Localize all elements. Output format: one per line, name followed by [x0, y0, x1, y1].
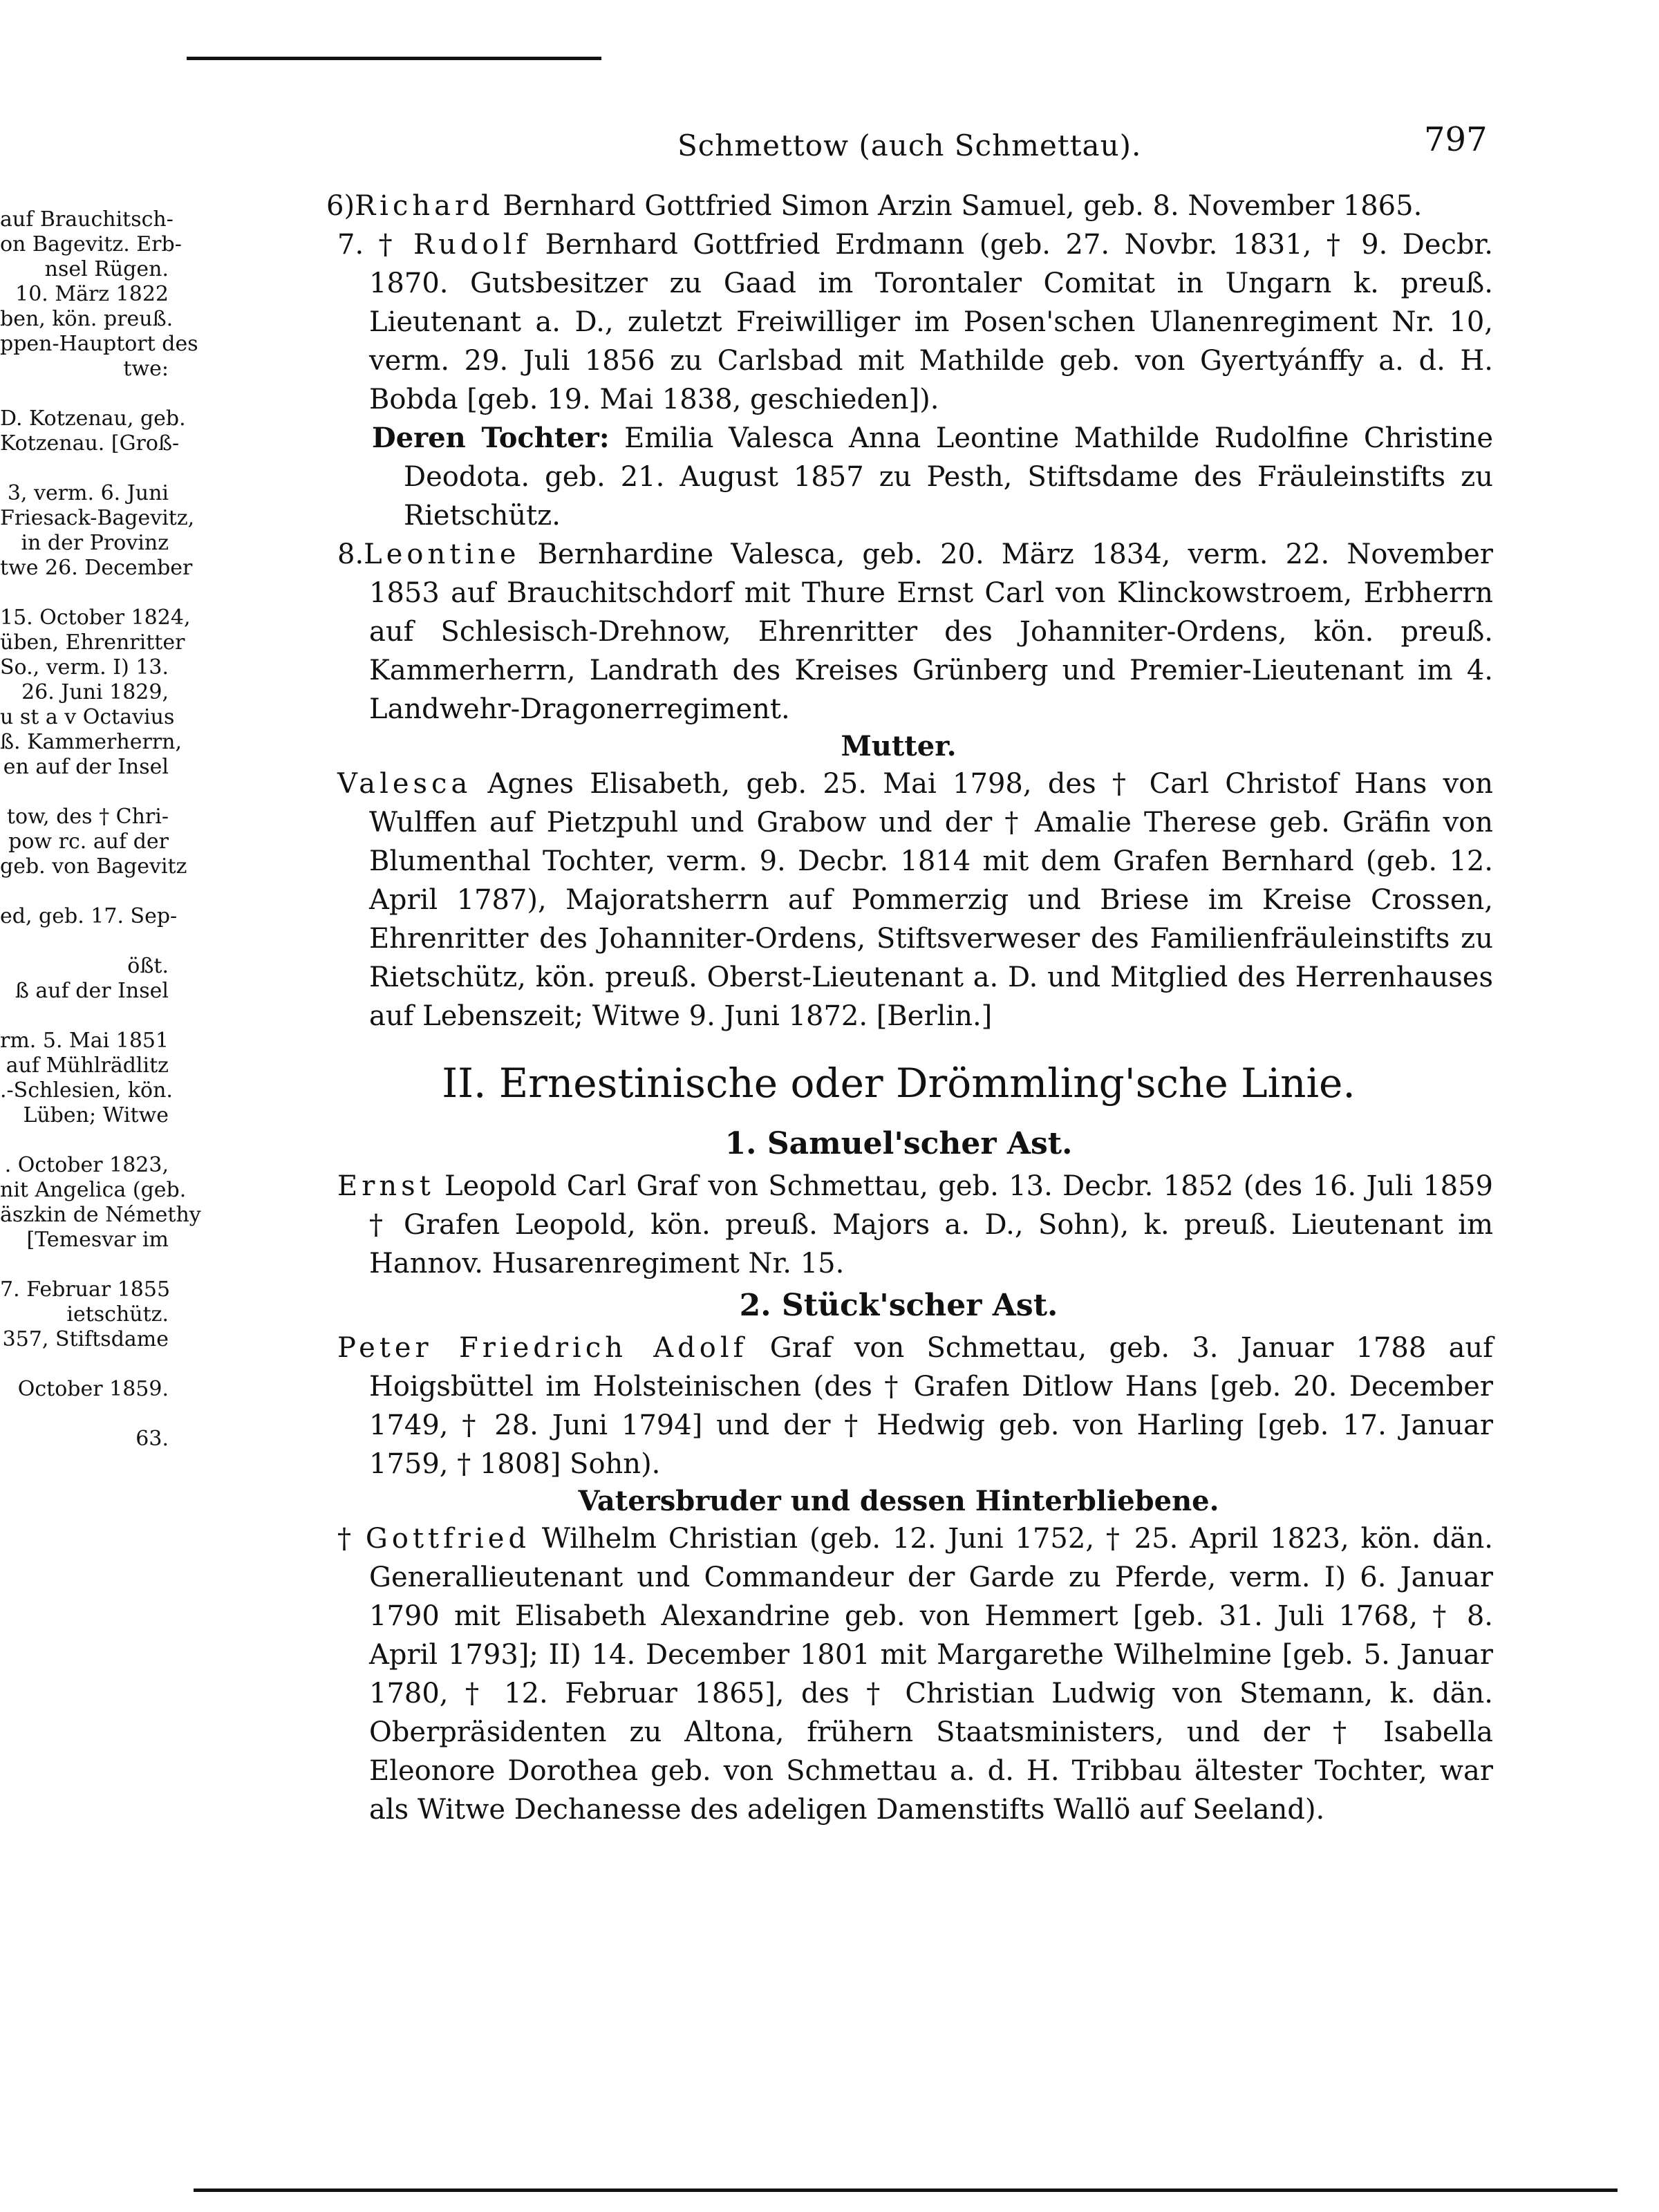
- page-number: 797: [1424, 120, 1488, 159]
- margin-line: [0, 879, 173, 904]
- margin-line: ß. Kammerherrn,: [0, 730, 182, 754]
- uncle-entry: [304, 1519, 1493, 1829]
- margin-line: äszkin de Némethy: [0, 1203, 201, 1227]
- genealogy-entry: [304, 535, 1493, 729]
- margin-line: So., verm. I) 13.: [0, 655, 169, 679]
- margin-line: auf Brauchitsch-: [0, 207, 174, 232]
- entry-name: Valesca: [337, 768, 472, 800]
- margin-line: [0, 1253, 173, 1277]
- margin-line: [0, 456, 173, 481]
- entry-name: Gottfried: [365, 1523, 531, 1555]
- margin-line: nit Angelica (geb.: [0, 1178, 187, 1202]
- entry-marker: 7. †: [337, 229, 399, 261]
- entry-text: Agnes Elisabeth, geb. 25. Mai 1798, des † Carl Christof Hans von Wulffen auf Pietzpuhl und Grabow und der † Amalie Therese geb. Gräfin von Blumenthal Tochter, verm. 9. Decbr. 1814 mit dem Grafen Bernhard (geb. 12. April 1787), Majoratsherrn auf Pommerzig und Briese im Kreise Crossen, Ehrenritter des Johanniter-Ordens, Stiftsverweser des Familienfräuleinstifts zu Rietschütz, kön. preuß. Oberst-Lieutenant a. D. und Mitglied des Herrenhauses auf Lebenszeit; Witwe 9. Juni 1872. [Berlin.]: [369, 768, 1493, 1032]
- margin-line: en auf der Insel: [3, 755, 169, 779]
- entry-text: Bernhard Gottfried Erdmann (geb. 27. Novbr. 1831, † 9. Decbr. 1870. Gutsbesitzer zu Gaad im Torontaler Comitat in Ungarn k. preuß. Lieutenant a. D., zuletzt Freiwilliger im Posen'schen Ulanenregiment Nr. 10, verm. 29. Juli 1856 zu Carlsbad mit Mathilde geb. von Gyertyánffy a. d. H. Bobda [geb. 19. Mai 1838, geschieden]).: [369, 229, 1493, 415]
- margin-line: [0, 929, 173, 954]
- margin-line: 26. Juni 1829,: [21, 680, 169, 704]
- genealogy-entry: [304, 419, 1493, 535]
- margin-line: [0, 1128, 173, 1153]
- margin-line: twe 26. December: [0, 556, 193, 580]
- margin-line: 10. März 1822: [15, 282, 169, 306]
- genealogy-entry: [304, 225, 1493, 419]
- margin-line: [0, 1004, 173, 1029]
- bottom-rule: [194, 2188, 1618, 2192]
- margin-line: rm. 5. Mai 1851: [0, 1029, 169, 1053]
- branch-entry: [304, 1167, 1493, 1283]
- margin-line: auf Mühlrädlitz: [6, 1053, 169, 1078]
- entry-text: Bernhard Gottfried Simon Arzin Samuel, geb. 8. November 1865.: [494, 190, 1423, 222]
- margin-line: 15. October 1824,: [0, 606, 191, 630]
- margin-line: [0, 581, 173, 606]
- entry-name: Leontine: [364, 538, 521, 570]
- top-rule: [187, 57, 601, 60]
- entry-marker: †: [337, 1523, 355, 1555]
- margin-line: [0, 780, 173, 805]
- margin-line: geb. von Bagevitz: [0, 854, 187, 879]
- margin-line: Friesack-Bagevitz,: [0, 506, 195, 530]
- entry-marker: 6): [326, 190, 355, 222]
- margin-line: ed, geb. 17. Sep-: [0, 904, 178, 928]
- margin-line: D. Kotzenau, geb.: [0, 406, 186, 431]
- margin-line: u st a v Octavius: [0, 705, 175, 729]
- margin-line: 357, Stiftsdame: [2, 1327, 169, 1351]
- margin-line: ppen-Hauptort des: [0, 332, 198, 356]
- mother-entry: [304, 765, 1493, 1035]
- mother-heading: Mutter.: [841, 730, 957, 762]
- margin-line: nsel Rügen.: [44, 257, 169, 281]
- margin-line: [0, 382, 173, 406]
- margin-line: Kotzenau. [Groß-: [0, 431, 180, 456]
- entry-text: Bernhardine Valesca, geb. 20. März 1834, verm. 22. November 1853 auf Brauchitschdorf mit Thure Ernst Carl von Klinckowstroem, Erbherrn auf Schlesisch-Drehnow, Ehrenritter des Johanniter-Ordens, kön. preuß. Kammerherrn, Landrath des Kreises Grünberg und Premier-Lieutenant im 4. Landwehr-Dragonerregiment.: [369, 538, 1493, 725]
- margin-line: 3, verm. 6. Juni: [7, 481, 169, 505]
- margin-line: . October 1823,: [4, 1153, 169, 1177]
- entry-name: Rudolf: [413, 229, 531, 261]
- margin-line: ben, kön. preuß.: [0, 307, 174, 331]
- margin-line: Lüben; Witwe: [23, 1103, 169, 1127]
- branch-heading: 1. Samuel'scher Ast.: [724, 1126, 1073, 1161]
- adjacent-page-margin-text: [0, 207, 201, 1452]
- margin-line: [Temesvar im: [26, 1228, 169, 1252]
- margin-line: October 1859.: [17, 1377, 169, 1401]
- uncle-heading: Vatersbruder und dessen Hinterbliebene.: [578, 1485, 1219, 1517]
- genealogy-entry: [304, 187, 1493, 225]
- entry-text: Leopold Carl Graf von Schmettau, geb. 13. Decbr. 1852 (des 16. Juli 1859 † Grafen Leopold, kön. preuß. Majors a. D., Sohn), k. preuß. Lieutenant im Hannov. Husarenregiment Nr. 15.: [369, 1170, 1493, 1280]
- margin-line: on Bagevitz. Erb-: [0, 232, 182, 256]
- margin-line: tow, des † Chri-: [6, 805, 169, 829]
- entry-name: Peter Friedrich Adolf: [337, 1332, 748, 1364]
- running-title: Schmettow (auch Schmettau).: [677, 129, 1142, 162]
- entry-name: Ernst: [337, 1170, 435, 1202]
- margin-line: twe:: [123, 357, 169, 381]
- margin-line: in der Provinz: [21, 531, 169, 555]
- branch-heading: 2. Stück'scher Ast.: [739, 1288, 1058, 1323]
- main-text-block: [304, 187, 1493, 1829]
- margin-line: [0, 1352, 173, 1377]
- entry-marker: 8.: [337, 538, 364, 570]
- section-heading: II. Ernestinische oder Drömmling'sche Linie.: [442, 1060, 1356, 1107]
- margin-line: ößt.: [127, 954, 169, 978]
- branch-entry: [304, 1329, 1493, 1483]
- margin-line: 63.: [135, 1427, 169, 1451]
- entry-text: Graf von Schmettau, geb. 3. Januar 1788 auf Hoigsbüttel im Holsteinischen (des † Grafen Ditlow Hans [geb. 20. December 1749, † 28. Juni 1794] und der † Hedwig geb. von Harling [geb. 17. Januar 1759, † 1808] Sohn).: [369, 1332, 1494, 1480]
- margin-line: ietschütz.: [66, 1302, 169, 1327]
- entry-name: Richard: [355, 190, 494, 222]
- margin-line: [0, 1402, 173, 1427]
- entry-text: Wilhelm Christian (geb. 12. Juni 1752, † 25. April 1823, kön. dän. Generallieutenant und Commandeur der Garde zu Pferde, verm. I) 6. Januar 1790 mit Elisabeth Alexandrine geb. von Hemmert [geb. 31. Juli 1768, † 8. April 1793]; II) 14. December 1801 mit Margarethe Wilhelmine [geb. 5. Januar 1780, † 12. Februar 1865], des † Christian Ludwig von Stemann, k. dän. Oberpräsidenten zu Altona, frühern Staatsministers, und der † Isabella Eleonore Dorothea geb. von Schmettau a. d. H. Tribbau ältester Tochter, war als Witwe Dechanesse des adeligen Damenstifts Wallö auf Seeland).: [369, 1523, 1494, 1826]
- entry-name: Deren Tochter:: [372, 422, 610, 454]
- margin-line: 7. Februar 1855: [0, 1277, 171, 1302]
- margin-line: pow rc. auf der: [8, 830, 169, 854]
- entry-text: Emilia Valesca Anna Leontine Mathilde Rudolfine Christine Deodota. geb. 21. August 1857 zu Pesth, Stiftsdame des Fräuleinstifts zu Rietschütz.: [404, 422, 1493, 532]
- margin-line: üben, Ehrenritter: [0, 630, 185, 655]
- margin-line: .-Schlesien, kön.: [0, 1078, 173, 1103]
- margin-line: ß auf der Insel: [15, 979, 169, 1003]
